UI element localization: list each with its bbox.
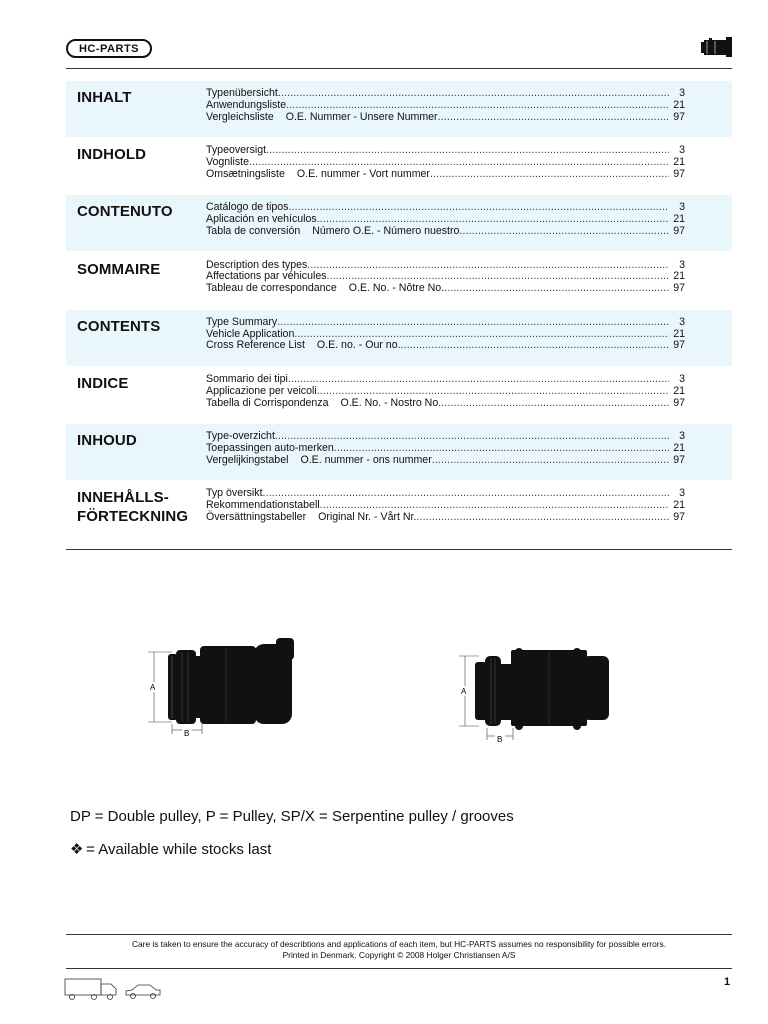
toc-entries [206,374,685,409]
compressor-figure-left [146,634,300,742]
compressor-body-left [168,638,294,724]
toc-entry-label: Rekommendationstabell [206,499,320,512]
dot-leader [275,431,669,443]
toc-entry-page: 21 [673,441,685,454]
toc-section-title: SOMMAIRE [77,260,161,278]
hc-parts-logo [66,39,152,58]
toc-entry-label: Applicazione per veicoli [206,384,317,397]
toc-entry-page: 21 [673,384,685,397]
toc-section [66,195,732,251]
toc-entry-sublabel: Original Nr. - Vårt Nr. [318,510,417,523]
toc-entry-page: 3 [679,373,685,385]
toc-entry [206,169,685,181]
dot-leader [416,512,669,524]
toc-section [66,481,732,537]
toc-entry [206,512,685,524]
toc-entry-label: Typenübersicht [206,87,278,99]
toc-entry-page: 3 [679,258,685,271]
toc-section [66,367,732,423]
toc-entry [206,455,685,467]
dot-leader [441,398,669,410]
diamond-star-icon: ❖ [70,841,84,858]
toc-entry-label: Vehicle Application [206,327,295,340]
toc-section-title: INHOUD [77,432,137,450]
toc-entry-page: 3 [679,430,685,443]
toc-entry-label: Catálogo de tipos [206,201,289,214]
toc-entry-sublabel: O.E. Nummer - Unsere Nummer [285,110,438,123]
toc-entry [206,226,685,238]
toc-entry-page: 3 [679,87,685,99]
toc-entry-page: 97 [673,282,685,295]
dot-leader [430,169,669,181]
toc-entry-page: 97 [673,110,685,123]
dim-b-label: B [497,735,503,744]
dot-leader [334,443,669,455]
disclaimer-text: Care is taken to ensure the accuracy of describtions and applications of each item, but HC-PARTS assumes no responsibility for possible errors. [131,939,667,949]
vehicles-icon [64,976,164,1002]
compressor-body-right [475,648,609,730]
legend-pulley: DP = Double pulley, P = Pulley, SP/X = Serpentine pulley / grooves [70,808,514,825]
toc-entry-label: Cross Reference List [206,339,305,352]
dim-b-label: B [184,729,190,738]
toc-entry-label: Toepassingen auto-merken [206,441,334,454]
toc-entry-page: 97 [673,510,685,523]
dot-leader [401,340,669,352]
toc-entry-sublabel: O.E. No. - Nostro No. [340,396,442,409]
toc-entry [206,283,685,295]
toc-entry-page: 97 [673,339,685,352]
dot-leader [249,157,669,169]
toc-entry-label: Anwendungsliste [206,98,287,111]
toc-entry-page: 21 [673,98,685,111]
toc-entry-sublabel: O.E. nummer - Vort nummer [296,167,430,180]
toc-entry-page: 21 [673,499,685,512]
footer-rule-bottom [66,968,732,969]
toc-section-title: CONTENUTO [77,203,173,221]
toc-entry-page: 3 [679,201,685,214]
toc-entry-label: Omsætningsliste [206,167,285,180]
toc-entry [206,398,685,410]
toc-entry-page: 21 [673,213,685,226]
toc-entry-sublabel: Número O.E. - Número nuestro [312,224,460,237]
toc-section [66,81,732,137]
toc-section-title: INHALT [77,89,132,106]
toc-entry-label: Description des types [206,258,308,271]
logo-text: HC-PARTS [78,42,139,55]
toc-entry [206,157,685,169]
toc-entry-label: Sommario dei tipi [206,373,288,385]
dot-leader [432,455,669,467]
toc-entry-page: 97 [673,453,685,466]
dot-leader [317,386,669,398]
toc-entries [206,202,685,237]
toc-section-title: INDHOLD [77,146,147,164]
toc-entry-page: 21 [673,270,685,283]
dot-leader [444,283,669,295]
dot-leader [288,374,669,386]
toc-section-title: INNEHÅLLS- FÖRTECKNING [77,489,189,526]
toc-entries [206,488,685,523]
legend-availability [70,841,271,859]
toc-entry-label: Type Summary [206,315,278,328]
toc-entry-label: Type-overzicht [206,430,275,443]
dot-leader [277,317,669,329]
toc-entry-sublabel: O.E. No. - Nôtre No. [348,282,445,295]
toc-entry-page: 3 [679,315,685,328]
toc-entry-label: Tableau de correspondance [206,282,337,295]
toc-entry-label: Aplicación en vehículos [206,213,317,226]
toc-entry [206,386,685,398]
toc-entry-label: Affectations par véhicules [206,270,327,283]
header-rule [66,68,732,69]
toc-entry-label: Vognliste [206,155,249,168]
dot-leader [266,145,669,157]
toc-entry [206,145,685,157]
toc-entry [206,317,685,329]
toc-entry-label: Vergelijkingstabel [206,453,289,466]
dimension-b [172,724,202,738]
legend-availability-text: = Available while stocks last [82,841,272,858]
toc-entry-sublabel: O.E. nummer - ons nummer [300,453,432,466]
page-number: 1 [724,976,731,988]
car-icon [126,985,160,999]
toc-entry-label: Tabella di Corrispondenza [206,396,329,409]
toc-entries [206,317,685,352]
toc-entry [206,112,685,124]
toc-entry-label: Tabla de conversión [206,224,301,237]
toc-section [66,310,732,366]
dot-leader [438,112,669,124]
toc-entries [206,260,685,295]
toc-section-title: INDICE [77,375,129,392]
dot-leader [278,88,669,100]
toc-entry-label: Typ översikt [206,487,263,500]
toc-entries [206,145,685,180]
dot-leader [288,202,669,214]
toc-entry-page: 21 [673,327,685,340]
section-divider [66,549,732,550]
compressor-icon [701,35,732,57]
dot-leader [307,260,669,272]
toc-entry-page: 97 [673,167,685,180]
toc-section [66,138,732,194]
dot-leader [263,488,669,500]
dim-a-label: A [461,687,467,696]
toc-entry-page: 21 [673,155,685,168]
toc-section-title: CONTENTS [77,317,161,335]
toc-entries [206,431,685,466]
toc-entry-page: 97 [673,224,685,237]
dimension-b [487,728,513,744]
compressor-figure-right [457,642,613,746]
toc-entry-sublabel: O.E. no. - Our no. [316,339,401,352]
toc-entry-label: Vergleichsliste [206,110,274,123]
toc-entry-label: Typeoversigt [206,144,267,157]
toc-entry-label: Översättningstabeller [206,510,307,523]
dim-a-label: A [150,683,156,692]
toc-entry-page: 3 [679,487,685,500]
dot-leader [286,100,669,112]
truck-icon [65,979,116,1000]
dot-leader [459,226,669,238]
toc-section [66,424,732,480]
copyright-text: Printed in Denmark. Copyright © 2008 Holger Christiansen A/S [282,950,516,960]
toc-entry [206,443,685,455]
toc-entry [206,340,685,352]
toc-entries [206,88,685,123]
footer-rule-top [66,934,732,935]
toc-entry-page: 3 [679,144,685,157]
toc-entry [206,100,685,112]
toc-section [66,253,732,309]
toc-entry-page: 97 [673,396,685,409]
